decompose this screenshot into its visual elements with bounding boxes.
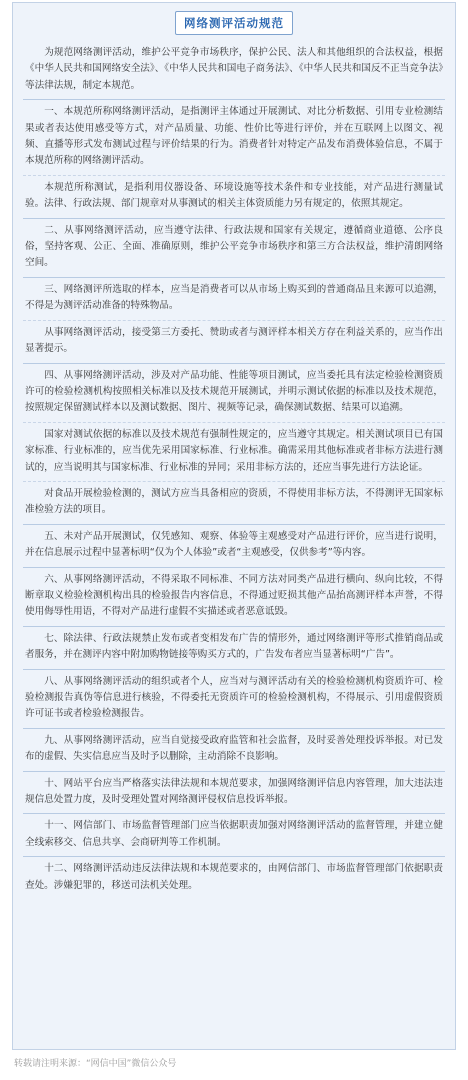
paragraph-article-4-food: 对食品开展检验检测的，测试方应当具备相应的资质，不得使用非标方法，不得测评无国家标准检验方法的项目。 (23, 481, 445, 524)
paragraph-article-4-standards: 国家对测试依据的标准以及技术规范有强制性规定的，应当遵守其规定。相关测试项目已有国家标准、行业标准的，应当优先采用国家标准、行业标准。确需采用其他标准或者非标方法进行测试的，应当说明其与国家标准、行业标准的异同；采用非标方法的，还应当事先进行方法论证。 (23, 422, 445, 481)
paragraph-article-8: 八、从事网络测评活动的组织或者个人，应当对与测评活动有关的检验检测机构资质许可、检验检测报告真伪等信息进行核验，不得委托无资质许可的检验检测机构，不得展示、引用虚假资质许可证书或者检验检测报告。 (23, 669, 445, 728)
paragraph-article-11: 十一、网信部门、市场监督管理部门应当依据职责加强对网络测评活动的监督管理，并建立健全线索移交、信息共享、会商研判等工作机制。 (23, 813, 445, 856)
paragraph-article-5: 五、未对产品开展测试，仅凭感知、观察、体验等主观感受对产品进行评价，应当进行说明，并在信息展示过程中显著标明“仅为个人体验”或者“主观感受，仅供参考”等内容。 (23, 524, 445, 567)
document-body (13, 35, 455, 899)
paragraph-article-2: 二、从事网络测评活动，应当遵守法律、行政法规和国家有关规定，遵循商业道德、公序良俗，坚持客观、公正、全面、准确原则，维护公平竞争市场秩序和第三方合法权益，维护清朗网络空间。 (23, 218, 445, 277)
paragraph-article-10: 十、网站平台应当严格落实法律法规和本规范要求，加强网络测评信息内容管理，加大违法违规信息处置力度，及时受理处置对网络测评侵权信息投诉举报。 (23, 771, 445, 814)
paragraph-article-3: 三、网络测评所选取的样本，应当是消费者可以从市场上购买到的普通商品且来源可以追溯，不得是为测评活动准备的特殊物品。 (23, 277, 445, 320)
paragraph-article-12: 十二、网络测评活动违反法律法规和本规范要求的，由网信部门、市场监督管理部门依据职责查处。涉嫌犯罪的，移送司法机关处理。 (23, 856, 445, 899)
paragraph-article-6: 六、从事网络测评活动，不得采取不同标准、不同方法对同类产品进行横向、纵向比较，不得断章取义检验检测机构出具的检验报告内容信息，不得通过贬损其他产品抬高测评样本声誉，不得使用侮辱性用语，不得对产品进行虚假不实描述或者恶意诋毁。 (23, 567, 445, 626)
paragraph-article-1-testing: 本规范所称测试，是指利用仪器设备、环境设施等技术条件和专业技能，对产品进行测量试验。法律、行政法规、部门规章对从事测试的相关主体资质能力另有规定的，依照其规定。 (23, 175, 445, 218)
paragraph-article-7: 七、除法律、行政法规禁止发布或者变相发布广告的情形外，通过网络测评等形式推销商品或者服务，并在测评内容中附加购物链接等购买方式的，广告发布者应当显著标明“广告”。 (23, 626, 445, 669)
source-footer-note: 转载请注明来源：“网信中国”微信公众号 (14, 1059, 177, 1069)
paragraph-preamble: 为规范网络测评活动，维护公平竞争市场秩序，保护公民、法人和其他组织的合法权益，根据《中华人民共和国网络安全法》、《中华人民共和国电子商务法》、《中华人民共和国反不正当竞争法》等法律法规，制定本规范。 (25, 47, 443, 91)
document-title: 网络测评活动规范 (175, 11, 293, 35)
paragraph-article-1: 一、本规范所称网络测评活动，是指测评主体通过开展测试、对比分析数据、引用专业检测结果或者表达使用感受等方式，对产品质量、功能、性价比等进行评价，并在互联网上以图文、视频、直播等形式发布测试过程与评价结果的行为。消费者针对特定产品发布消费体验信息，不属于本规范所称的网络测评活动。 (23, 99, 445, 175)
paragraph-article-9: 九、从事网络测评活动，应当自觉接受政府监管和社会监督，及时妥善处理投诉举报。对已发布的虚假、失实信息应当及时予以删除，主动消除不良影响。 (23, 728, 445, 771)
paragraph-article-4: 四、从事网络测评活动，涉及对产品功能、性能等项目测试，应当委托具有法定检验检测资质许可的检验检测机构按照相关标准以及技术规范开展测试，并明示测试依据的标准以及技术规范，按照规定保留测试样本以及测试数据、图片、视频等记录，确保测试数据、结果可以追溯。 (23, 363, 445, 422)
paragraph-article-3-disclosure: 从事网络测评活动，接受第三方委托、赞助或者与测评样本相关方存在利益关系的，应当作出显著提示。 (23, 320, 445, 363)
document-card (12, 2, 456, 1050)
